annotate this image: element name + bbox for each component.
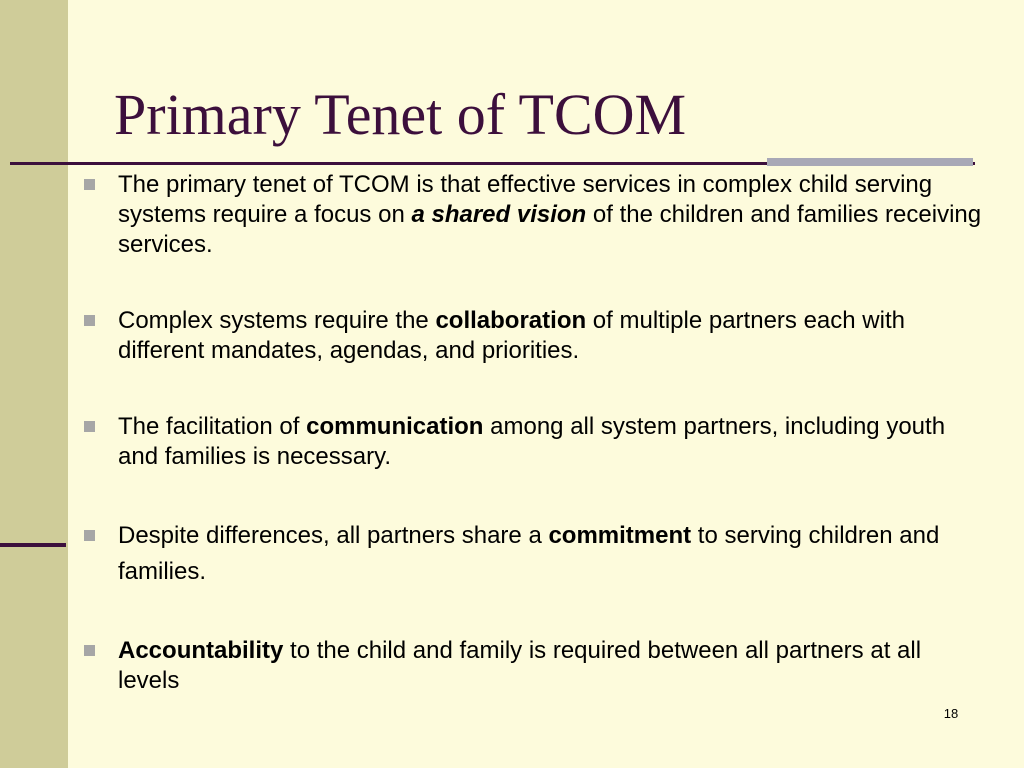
sidebar-rule (0, 543, 66, 547)
bullet-text: Complex systems require the (118, 307, 436, 334)
accent-bar (767, 158, 973, 166)
bullet-text: The primary tenet of TCOM is that effective services in complex child serving systems require a focus on (118, 171, 933, 228)
bullet-emphasis: a shared vision (411, 201, 587, 228)
bullet-item (82, 306, 982, 366)
bullet-item (82, 636, 982, 696)
bullet-text: of the children and families receiving services. (118, 201, 982, 258)
bullet-emphasis: commitment (548, 522, 692, 549)
bullet-emphasis: collaboration (435, 307, 587, 334)
bullet-text: to the child and family is required between all partners at all levels (118, 637, 922, 694)
bullet-text: of multiple partners each with different mandates, agendas, and priorities. (118, 307, 905, 364)
bullet-item (82, 170, 982, 260)
square-bullet-icon (84, 315, 95, 326)
square-bullet-icon (84, 179, 95, 190)
sidebar-band (0, 0, 68, 768)
square-bullet-icon (84, 421, 95, 432)
bullet-list (82, 170, 982, 696)
bullet-text: among all system partners, including youth and families is necessary. (118, 413, 946, 470)
square-bullet-icon (84, 645, 95, 656)
bullet-item (82, 518, 982, 590)
page-title: Primary Tenet of TCOM (114, 82, 687, 147)
bullet-text: to serving children and families. (118, 522, 940, 585)
bullet-emphasis: communication (306, 413, 484, 440)
square-bullet-icon (84, 530, 95, 541)
bullet-text: The facilitation of (118, 413, 307, 440)
bullet-emphasis: Accountability (118, 637, 284, 664)
page-number: 18 (943, 706, 959, 721)
bullet-item (82, 412, 982, 472)
bullet-text: Despite differences, all partners share a (118, 522, 549, 549)
